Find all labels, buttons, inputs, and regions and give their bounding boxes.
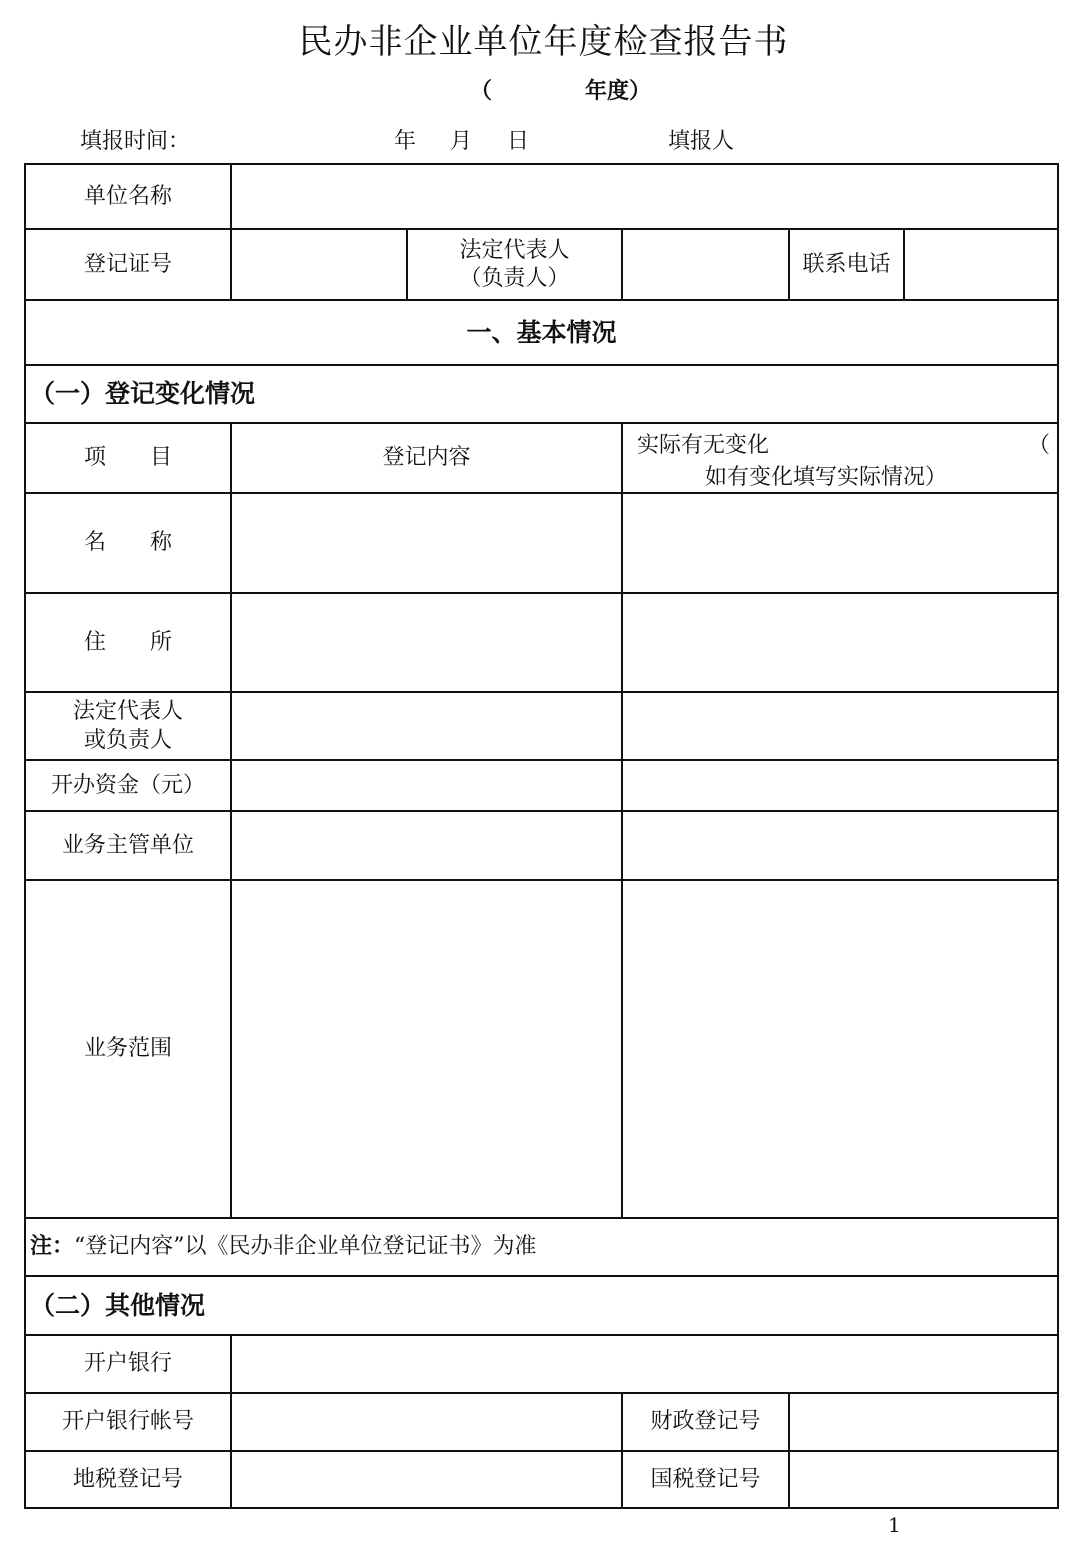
legal-rep-label-line2: （负责人）	[459, 265, 570, 291]
row-scope-change-field[interactable]	[623, 881, 1057, 1217]
row-supervisor-reg-field[interactable]	[232, 812, 621, 879]
row-capital-label: 开办资金（元）	[50, 772, 205, 798]
date-day: 日	[507, 129, 530, 154]
row-legal-rep-change-field[interactable]	[623, 693, 1057, 759]
col-change-line2: 如有变化填写实际情况）	[705, 465, 948, 490]
row-capital-reg-field[interactable]	[232, 761, 621, 810]
sub2-title: （二）其他情况	[30, 1290, 206, 1320]
national-tax-field[interactable]	[790, 1452, 1057, 1507]
row-name-reg-field[interactable]	[232, 494, 621, 592]
bank-account-field[interactable]	[232, 1394, 621, 1450]
finance-reg-label: 财政登记号	[650, 1409, 761, 1434]
finance-reg-field[interactable]	[790, 1394, 1057, 1450]
row-capital-change-field[interactable]	[623, 761, 1057, 810]
row-legal-rep-label	[26, 693, 230, 759]
note-prefix: 注：	[30, 1234, 75, 1259]
legal-rep-field[interactable]	[623, 230, 788, 299]
col-change-line1: 实际有无变化	[637, 433, 770, 458]
bank-field[interactable]	[232, 1336, 1057, 1392]
fill-time-label: 填报时间：	[80, 129, 191, 154]
legal-rep-label-line1: 法定代表人	[459, 237, 570, 263]
year-label: 年度）	[585, 79, 652, 104]
row-legal-rep-line2: 或负责人	[83, 728, 172, 753]
col-change-paren: （	[1028, 433, 1051, 458]
document-title: 民办非企业单位年度检查报告书	[298, 22, 789, 62]
row-address-label: 住 所	[83, 629, 172, 655]
page-number: 1	[888, 1513, 901, 1537]
local-tax-field[interactable]	[232, 1452, 621, 1507]
section1-title: 一、基本情况	[466, 317, 617, 347]
row-scope-label: 业务范围	[83, 1036, 172, 1061]
col-item-header: 项 目	[83, 445, 172, 470]
bank-label: 开户银行	[83, 1351, 172, 1376]
bank-account-label: 开户银行帐号	[61, 1409, 194, 1434]
reg-cert-no-label: 登记证号	[83, 251, 172, 277]
row-supervisor-change-field[interactable]	[623, 812, 1057, 879]
table-border-bottom	[25, 1507, 1059, 1509]
row-name-label: 名 称	[83, 530, 172, 555]
year-open-paren: （	[470, 79, 493, 104]
row-address-change-field[interactable]	[623, 594, 1057, 691]
national-tax-label: 国税登记号	[650, 1466, 761, 1492]
phone-label: 联系电话	[802, 251, 891, 277]
note-text: “登记内容”以《民办非企业单位登记证书》为准	[74, 1234, 537, 1259]
reg-cert-no-field[interactable]	[232, 230, 406, 299]
unit-name-label: 单位名称	[83, 183, 172, 209]
col-reg-content-header: 登记内容	[382, 445, 471, 470]
date-year: 年	[394, 129, 417, 154]
note	[26, 1219, 1053, 1275]
filler-label: 填报人	[668, 129, 735, 154]
unit-name-field[interactable]	[232, 165, 1057, 228]
col-change-header	[623, 424, 1057, 492]
legal-rep-label	[408, 230, 621, 299]
row-address-reg-field[interactable]	[232, 594, 621, 691]
row-supervisor-label: 业务主管单位	[61, 832, 194, 858]
local-tax-label: 地税登记号	[72, 1466, 183, 1492]
phone-field[interactable]	[905, 230, 1057, 299]
row-scope-reg-field[interactable]	[232, 881, 621, 1217]
table-border-right	[1057, 163, 1059, 1509]
sub1-title: （一）登记变化情况	[30, 379, 256, 408]
row-legal-rep-line1: 法定代表人	[72, 699, 183, 724]
date-month: 月	[450, 129, 473, 154]
row-name-change-field[interactable]	[623, 494, 1057, 592]
row-legal-rep-reg-field[interactable]	[232, 693, 621, 759]
